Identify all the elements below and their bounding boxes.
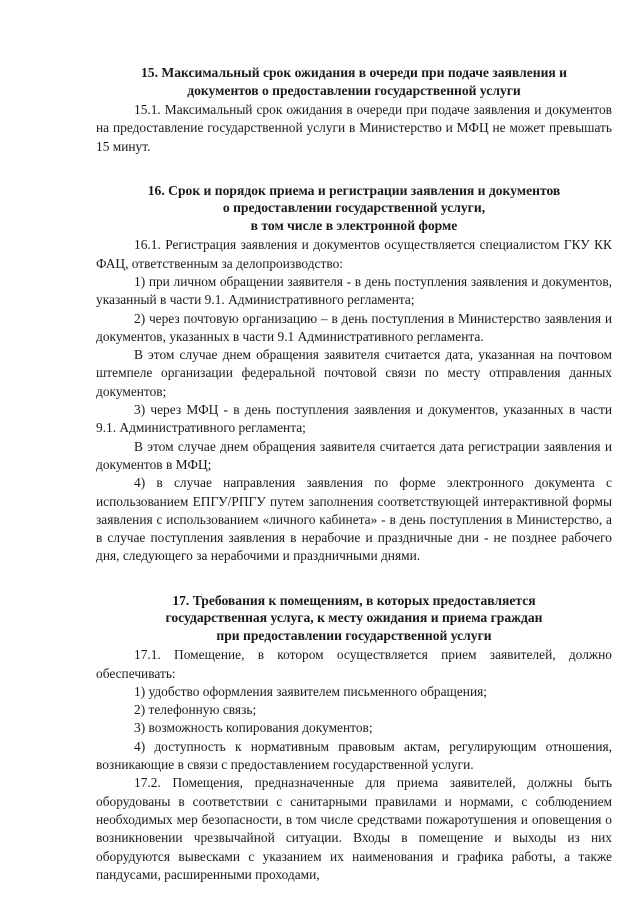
heading-line: 17. Требования к помещениям, в которых предоставляется: [172, 592, 536, 608]
paragraph: 15.1. Максимальный срок ожидания в очереди при подаче заявления и документов на предоставление государственной услуги в Министерство и МФЦ не может превышать 15 минут.: [96, 102, 612, 154]
heading-line: в том числе в электронной форме: [250, 217, 458, 233]
heading-line: 15. Максимальный срок ожидания в очереди при подаче заявления и: [141, 65, 567, 80]
paragraph: В этом случае днем обращения заявителя считается дата, указанная на почтовом штемпеле организации федеральной почтовой связи по месту отправления данных документов;: [96, 347, 612, 399]
paragraph: 17.1. Помещение, в котором осуществляется прием заявителей, должно обеспечивать:: [96, 647, 612, 681]
heading-line: 16. Срок и порядок приема и регистрации заявления и документов: [147, 182, 561, 198]
heading-line: государственная услуга, к месту ожидания и приема граждан: [165, 610, 543, 626]
paragraph: 4) в случае направления заявления по форме электронного документа с использованием ЕПГУ/РПГУ путем заполнения соответствующей интерактивной формы заявления с использованием «личного кабинета» - в день поступления в Министерство, а в случае поступления заявления в нерабочие и праздничные дни - не позднее рабочего дня, следующего за нерабочими и праздничными днями.: [96, 475, 612, 564]
paragraph: 2) через почтовую организацию – в день поступления в Министерство заявления и документов, указанных в части 9.1 Административного регламента.: [96, 310, 612, 344]
paragraph: 16.1. Регистрация заявления и документов осуществляется специалистом ГКУ КК ФАЦ, ответственным за делопроизводство:: [96, 237, 612, 271]
section-17-heading: [96, 592, 612, 645]
paragraph: В этом случае днем обращения заявителя считается дата регистрации заявления и документов в МФЦ;: [96, 438, 612, 472]
section-15-heading: [96, 64, 612, 99]
paragraph: 2) телефонную связь;: [134, 702, 257, 718]
paragraph: 4) доступность к нормативным правовым актам, регулирующим отношения, возникающие в связи с предоставлением государственной услуги.: [96, 738, 612, 773]
heading-line: при предоставлении государственной услуги: [216, 627, 492, 643]
paragraph: 1) удобство оформления заявителем письменного обращения;: [134, 683, 488, 699]
paragraph: 17.2. Помещения, предназначенные для приема заявителей, должны быть оборудованы в соответствии с санитарными правилами и нормами, с соблюдением необходимых мер безопасности, в том числе средствами пожаротушения и оповещения о возникновении чрезвычайной ситуации. Входы в помещение и выходы из них оборудуются вывесками с указанием их наименования и графика работы, а также пандусами, расширенными проходами,: [96, 775, 612, 882]
paragraph: 3) возможность копирования документов;: [134, 720, 373, 736]
heading-line: о предоставлении государственной услуги,: [222, 200, 486, 216]
paragraph: 3) через МФЦ - в день поступления заявления и документов, указанных в части 9.1. Административного регламента;: [96, 402, 612, 436]
section-16-heading: [96, 182, 612, 235]
heading-line: документов о предоставлении государственной услуги: [187, 82, 521, 98]
paragraph: 1) при личном обращении заявителя - в день поступления заявления и документов, указанный в части 9.1. Административного регламента;: [96, 273, 612, 308]
